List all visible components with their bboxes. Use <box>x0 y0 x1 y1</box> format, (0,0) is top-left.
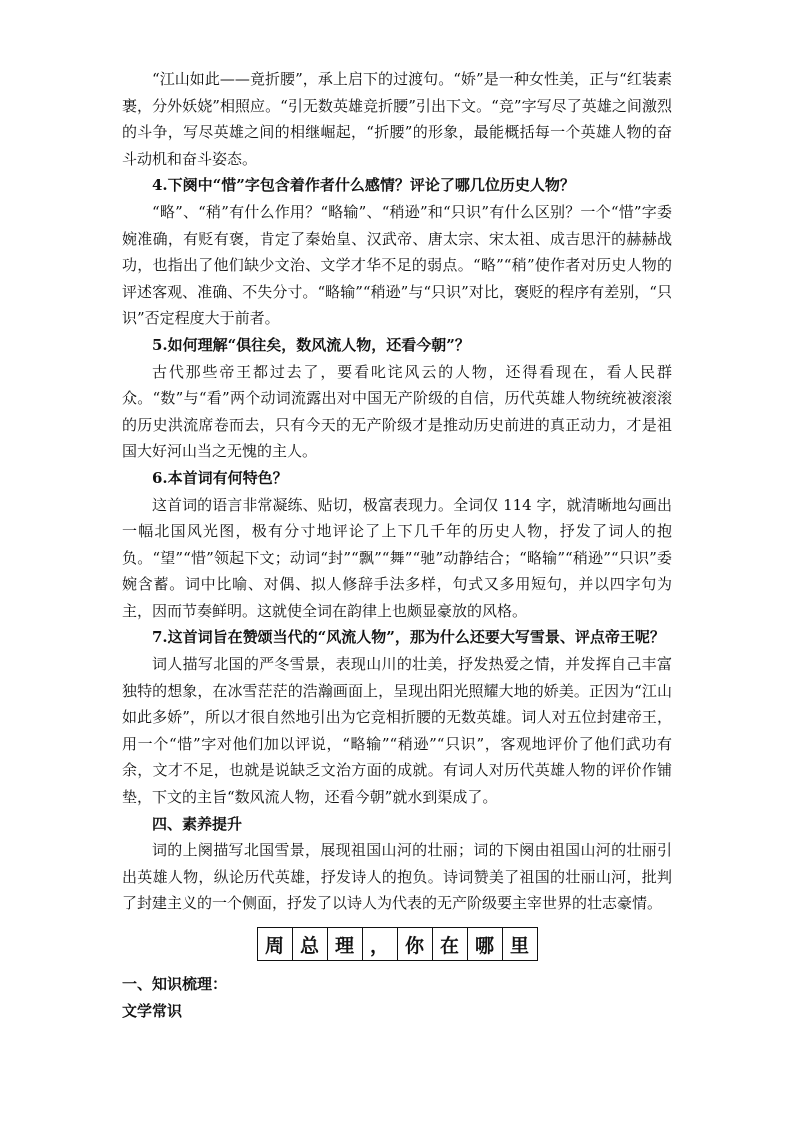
section-heading-literacy: 四、素养提升 <box>152 814 243 833</box>
answer-7-paragraph: 词人描写北国的严冬雪景，表现山川的壮美，抒发热爱之情，并发挥自己丰富独特的想象，在冰雪茫茫的浩瀚画面上，呈现出阳光照耀大地的娇美。正因为“江山如此多娇”，所以才很自然地引出为它竞相折腰的无数英雄。词人对五位封建帝王，用一个“惜”字对他们加以评说，“略输”“稍逊”“只识”，客观地评价了他们武功有余，文才不足，也就是说缺乏文治方面的成就。有词人对历代英雄人物的评价作铺垫，下文的主旨“数风流人物，还看今朝”就水到渠成了。 <box>122 655 672 807</box>
banner-char: 周 <box>257 928 292 961</box>
section-heading-knowledge: 一、知识梳理： <box>122 975 228 993</box>
paragraph-transition-analysis: “江山如此——竟折腰”，承上启下的过渡句。“娇”是一种女性美，正与“红装素裹，分外妖娆”相照应。“引无数英雄竞折腰”引出下文。“竞”字写尽了英雄之间激烈的斗争，写尽英雄之间的相继崛起，“折腰”的形象，最能概括每一个英雄人物的奋斗动机和奋斗姿态。 <box>122 70 672 168</box>
banner-char: 理 <box>327 928 362 961</box>
banner-char: ， <box>362 928 397 961</box>
banner-char: 里 <box>502 928 537 961</box>
question-6-heading: 6.本首词有何特色？ <box>152 468 288 487</box>
answer-6-paragraph: 这首词的语言非常凝练、贴切，极富表现力。全词仅 114 字，就清晰地勾画出一幅北国风光图，极有分寸地评论了上下几千年的历史人物，抒发了词人的抱负。“望”“惜”领起下文；动词“封”“飘”“舞”“驰”动静结合；“略输”“稍逊”“只识”委婉含蓄。词中比喻、对偶、拟人修辞手法多样，句式又多用短句，并以四字句为主，因而节奏鲜明。这就使全词在韵律上也颇显豪放的风格。 <box>122 495 672 620</box>
banner-char: 总 <box>292 928 327 961</box>
banner-char: 哪 <box>467 928 502 961</box>
literacy-paragraph: 词的上阕描写北国雪景，展现祖国山河的壮丽；词的下阕由祖国山河的壮丽引出英雄人物，纵论历代英雄，抒发诗人的抱负。诗词赞美了祖国的壮丽山河，批判了封建主义的一个侧面，抒发了以诗人为代表的无产阶级要主宰世界的壮志豪情。 <box>122 841 672 913</box>
answer-5-paragraph: 古代那些帝王都过去了，要看叱诧风云的人物，还得看现在，看人民群众。“数”与“看”两个动词流露出对中国无产阶级的自信，历代英雄人物统统被滚滚的历史洪流席卷而去，只有今天的无产阶级才是推动历史前进的真正动力，才是祖国大好河山当之无愧的主人。 <box>122 362 672 461</box>
banner-char: 在 <box>432 928 467 961</box>
answer-4-paragraph: “略”、“稍”有什么作用？“略输”、“稍逊”和“只识”有什么区别？一个“惜”字委婉准确，有贬有褒，肯定了秦始皇、汉武帝、唐太宗、宋太祖、成吉思汗的赫赫战功，也指出了他们缺少文治、文学才华不足的弱点。“略”“稍”使作者对历史人物的评述客观、准确、不失分寸。“略输”“稍逊”与“只识”对比，褒贬的程序有差别，“只识”否定程度大于前者。 <box>122 202 672 328</box>
subsection-heading-literature: 文学常识 <box>122 1001 183 1020</box>
question-4-heading: 4.下阕中“惜”字包含着作者什么感情？评论了哪几位历史人物？ <box>152 176 575 195</box>
banner-char: 你 <box>397 928 432 961</box>
title-banner-table <box>257 927 538 961</box>
question-7-heading: 7.这首词旨在赞颂当代的“风流人物”，那为什么还要大写雪景、评点帝王呢？ <box>152 628 665 647</box>
question-5-heading: 5.如何理解“俱往矣，数风流人物，还看今朝”？ <box>152 335 470 354</box>
title-banner <box>122 921 672 967</box>
